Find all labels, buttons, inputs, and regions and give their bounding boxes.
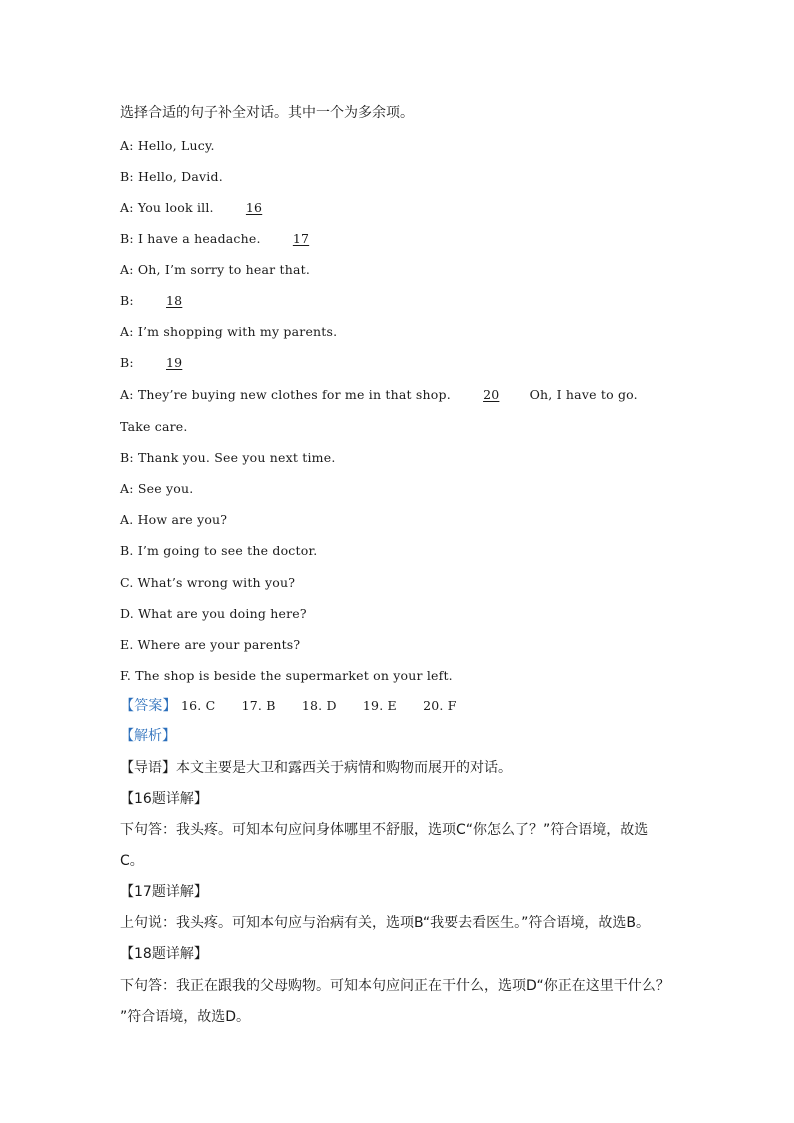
answer-blank: 18 — [166, 293, 183, 308]
utterance: You look ill. — [137, 200, 214, 215]
option-item: E. Where are your parents? — [120, 637, 301, 652]
speaker: B: — [120, 231, 134, 246]
answer-item: 16. C — [181, 698, 216, 713]
utterance: Thank you. See you next time. — [138, 450, 336, 465]
utterance: I have a headache. — [138, 231, 261, 246]
dialogue-line — [120, 480, 193, 498]
option-item: A. How are you? — [120, 512, 228, 527]
answer-blank: 20 — [483, 387, 500, 402]
speaker: A: — [120, 138, 134, 153]
analysis-label: 【解析】 — [120, 728, 176, 744]
option-item: C. What’s wrong with you? — [120, 575, 296, 590]
answer-key — [120, 697, 457, 715]
dialogue-line — [120, 323, 337, 341]
utterance: They’re buying new clothes for me in that shop. — [137, 387, 451, 402]
utterance: Hello, Lucy. — [137, 138, 215, 153]
dialogue-line — [120, 292, 208, 310]
dialogue-line — [120, 261, 310, 279]
answer-blank: 16 — [245, 200, 263, 215]
detail-heading: 【18题详解】 — [120, 946, 208, 962]
speaker: A: — [120, 200, 134, 215]
detail-text: C。 — [120, 853, 144, 869]
option-item: F. The shop is beside the supermarket on your left. — [120, 668, 453, 683]
speaker: A: — [120, 387, 134, 402]
detail-heading: 【16题详解】 — [120, 791, 208, 807]
utterance: I’m shopping with my parents. — [137, 324, 338, 339]
option-item: D. What are you doing here? — [120, 606, 307, 621]
answer-item: 17. B — [241, 698, 276, 713]
speaker: B: — [120, 293, 134, 308]
dialogue-line — [120, 137, 215, 155]
utterance: Hello, David. — [138, 169, 223, 184]
speaker: A: — [120, 262, 134, 277]
dialogue-line — [120, 230, 335, 248]
dialogue-line — [120, 386, 638, 404]
utterance-after: Oh, I have to go. — [529, 387, 638, 402]
dialogue-line — [120, 418, 188, 436]
speaker: A: — [120, 324, 134, 339]
utterance: Oh, I’m sorry to hear that. — [137, 262, 311, 277]
answer-blank: 17 — [292, 231, 310, 246]
detail-text: 上句说：我头疼。可知本句应与治病有关，选项B“我要去看医生。”符合语境，故选B。 — [120, 915, 650, 931]
answer-label: 【答案】 — [120, 698, 177, 714]
option-item: B. I’m going to see the doctor. — [120, 543, 318, 558]
speaker: B: — [120, 169, 134, 184]
dialogue-line — [120, 199, 288, 217]
answer-item: 19. E — [362, 698, 397, 713]
dialogue-line — [120, 449, 336, 467]
intro — [120, 759, 512, 777]
utterance: Take care. — [120, 419, 188, 434]
intro-label: 【导语】 — [120, 760, 176, 776]
detail-heading: 【17题详解】 — [120, 884, 208, 900]
speaker: B: — [120, 355, 134, 370]
detail-text: 下句答：我正在跟我的父母购物。可知本句应问正在干什么，选项D“你正在这里干什么？ — [120, 978, 670, 994]
detail-text: ”符合语境，故选D。 — [120, 1009, 251, 1025]
instruction: 选择合适的句子补全对话。其中一个为多余项。 — [120, 105, 414, 121]
dialogue-line — [120, 354, 208, 372]
answer-item: 20. F — [423, 698, 457, 713]
answer-item: 18. D — [301, 698, 337, 713]
dialogue-line — [120, 168, 223, 186]
detail-text: 下句答：我头疼。可知本句应问身体哪里不舒服，选项C“你怎么了？”符合语境，故选 — [120, 822, 649, 838]
speaker: B: — [120, 450, 134, 465]
answer-blank: 19 — [166, 355, 183, 370]
intro-text: 本文主要是大卫和露西关于病情和购物而展开的对话。 — [176, 760, 512, 776]
speaker: A: — [120, 481, 134, 496]
utterance: See you. — [137, 481, 194, 496]
